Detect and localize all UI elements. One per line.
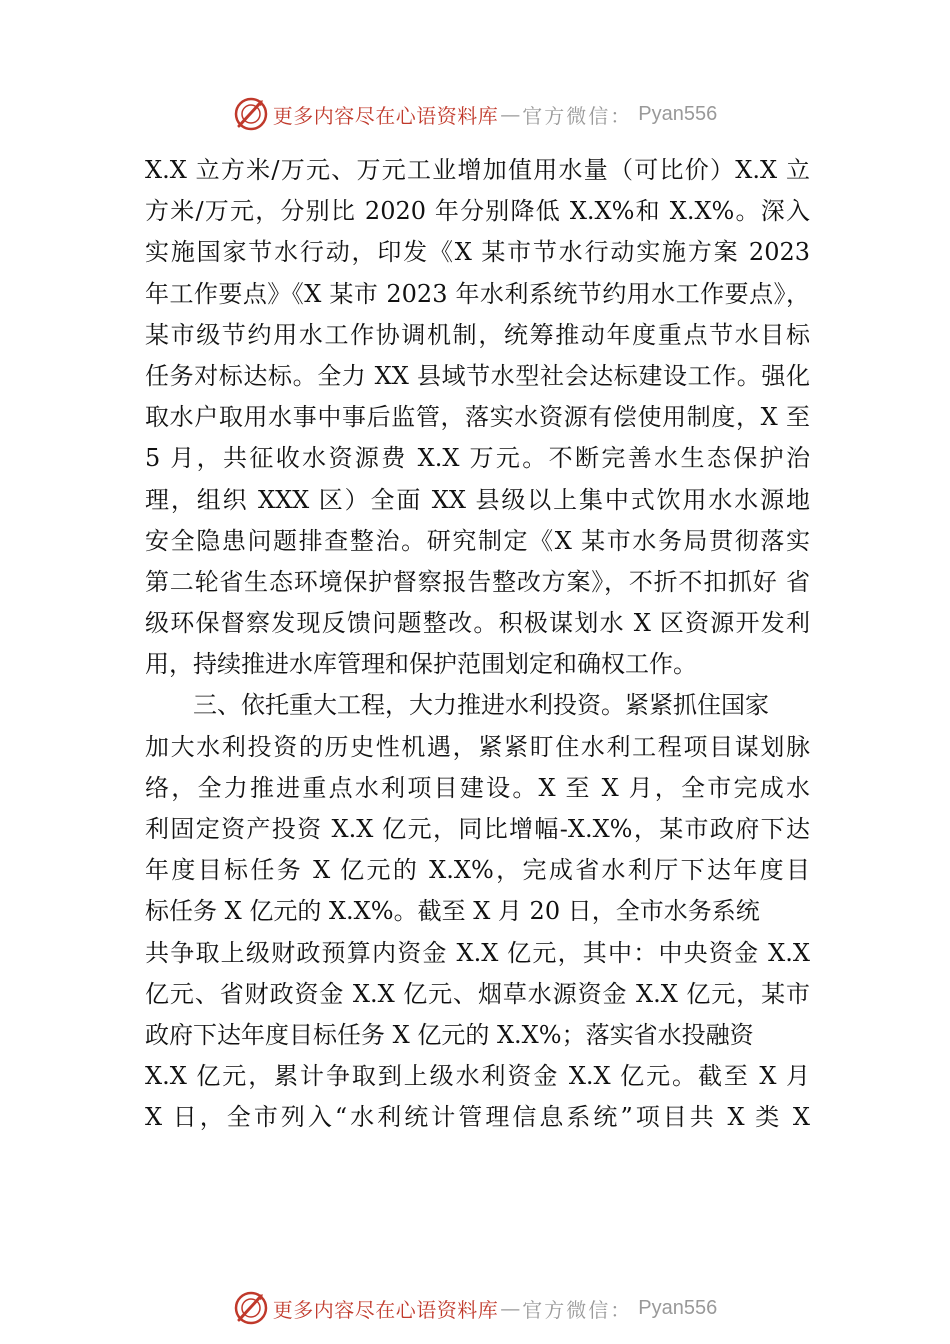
body-line: 实施国家节水行动，印发《X 某市节水行动实施方案 2023 bbox=[145, 238, 810, 267]
body-line: 利固定资产投资 X.X 亿元，同比增幅-X.X%，某市政府下达 bbox=[145, 815, 810, 843]
header-separator: — bbox=[500, 102, 521, 126]
document-body bbox=[145, 150, 810, 1139]
body-line: X.X 亿元，累计争取到上级水利资金 X.X 亿元。截至 X 月 bbox=[145, 1062, 810, 1091]
body-line: 5 月，共征收水资源费 X.X 万元。不断完善水生态保护治 bbox=[145, 444, 810, 473]
body-line: 理，组织 XXX 区）全面 XX 县级以上集中式饮用水水源地 bbox=[145, 485, 810, 514]
body-line: 年工作要点》《X 某市 2023 年水利系统节约用水工作要点》， bbox=[145, 279, 810, 308]
body-line: 络，全力推进重点水利项目建设。X 至 X 月，全市完成水 bbox=[145, 773, 810, 802]
body-line: 取水户取用水事中事后监管，落实水资源有偿使用制度，X 至 bbox=[145, 403, 810, 432]
brand-logo-icon bbox=[233, 1290, 269, 1326]
body-line: 政府下达年度目标任务 X 亿元的 X.X%；落实省水投融资 bbox=[145, 1020, 754, 1049]
body-line: 方米/万元，分别比 2020 年分别降低 X.X%和 X.X%。深入 bbox=[145, 197, 810, 226]
body-line: 第二轮省生态环境保护督察报告整改方案》，不折不扣抓好 省 bbox=[145, 567, 810, 596]
section-heading-line: 三、依托重大工程，大力推进水利投资。紧紧抓住国家 bbox=[193, 691, 769, 720]
body-line: 共争取上级财政预算内资金 X.X 亿元，其中：中央资金 X.X bbox=[145, 938, 810, 967]
body-line: 标任务 X 亿元的 X.X%。截至 X 月 20 日，全市水务系统 bbox=[145, 897, 760, 926]
footer-brand-text: 更多内容尽在心语资料库 bbox=[272, 1297, 499, 1322]
body-line: X 日，全市列入“水利统计管理信息系统”项目共 X 类 X bbox=[145, 1103, 810, 1132]
brand-logo-icon bbox=[233, 96, 269, 132]
body-line: 用，持续推进水库管理和保护范围划定和确权工作。 bbox=[145, 650, 697, 679]
footer-wechat-id: Pyan556 bbox=[638, 1296, 718, 1319]
body-line: 年度目标任务 X 亿元的 X.X%，完成省水利厅下达年度目 bbox=[145, 856, 810, 885]
body-line: 任务对标达标。全力 XX 县域节水型社会达标建设工作。强化 bbox=[145, 361, 810, 390]
footer-subtitle: 官方微信： bbox=[522, 1297, 633, 1322]
body-line: 安全隐患问题排查整治。研究制定《X 某市水务局贯彻落实 bbox=[145, 526, 810, 555]
footer-banner bbox=[0, 1286, 950, 1330]
header-brand-text: 更多内容尽在心语资料库 bbox=[272, 103, 499, 128]
header-wechat-id: Pyan556 bbox=[638, 102, 718, 125]
body-line: 某市级节约用水工作协调机制，统筹推动年度重点节水目标 bbox=[145, 320, 810, 349]
header-subtitle: 官方微信： bbox=[522, 103, 633, 128]
body-line: X.X 立方米/万元、万元工业增加值用水量（可比价）X.X 立 bbox=[145, 156, 810, 184]
body-line: 加大水利投资的历史性机遇，紧紧盯住水利工程项目谋划脉 bbox=[145, 732, 810, 761]
body-line: 级环保督察发现反馈问题整改。积极谋划水 X 区资源开发利 bbox=[145, 609, 810, 638]
header-banner bbox=[0, 92, 950, 136]
footer-separator: — bbox=[500, 1296, 521, 1320]
body-line: 亿元、省财政资金 X.X 亿元、烟草水源资金 X.X 亿元，某市 bbox=[145, 979, 810, 1008]
